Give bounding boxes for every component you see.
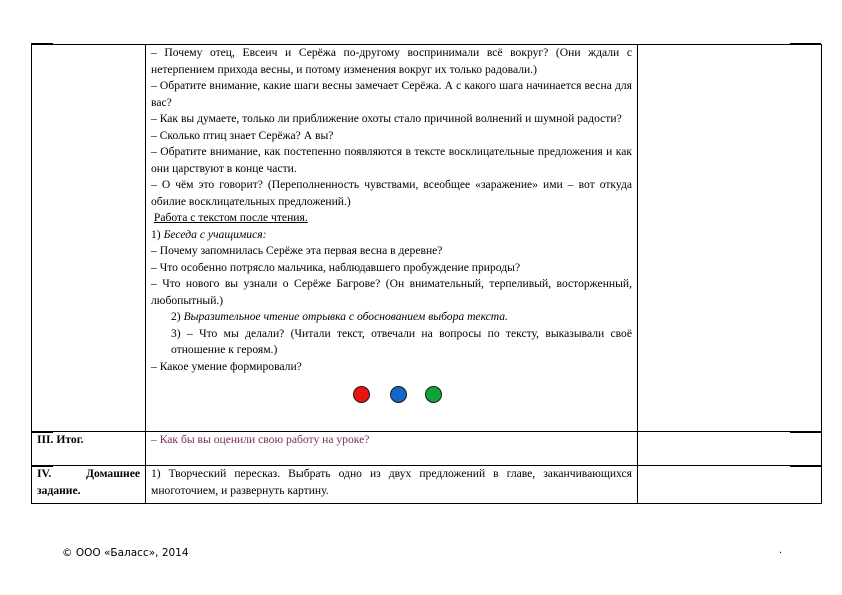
question-line: – Обратите внимание, как постепенно появляются в тексте восклицательные предложения и как они царствуют в конце части. <box>151 145 632 175</box>
notes-cell <box>638 432 822 466</box>
stage-cell <box>32 466 146 504</box>
list-item: 3) – Что мы делали? (Читали текст, отвечали на вопросы по тексту, выказывали своё отношение к героям.) <box>171 326 632 356</box>
stage-label: III. Итог. <box>37 433 84 446</box>
summary-question: – Как бы вы оценили свою работу на уроке? <box>151 433 370 446</box>
table-row <box>32 466 822 504</box>
question-line: – Что особенно потрясло мальчика, наблюдавшего пробуждение природы? <box>151 260 521 274</box>
question-line: – Почему отец, Евсеич и Серёжа по-другому воспринимали всё вокруг? (Они ждали с нетерпением прихода весны, и потому изменения вокруг их только радовали.) <box>151 46 632 76</box>
work-heading-text: Работа с текстом после чтения. <box>153 211 308 224</box>
table-row <box>32 432 822 466</box>
stage-cell <box>32 45 146 432</box>
stage-label: IV. Домашнее задание. <box>37 467 140 497</box>
page-dot: . <box>779 545 783 556</box>
item-text: Выразительное чтение отрывка с обоснованием выбора текста. <box>183 310 508 323</box>
item-number: 1) <box>151 227 161 241</box>
question-line: – Обратите внимание, какие шаги весны замечает Серёжа. А с какого шага начинается весна для вас? <box>151 79 632 109</box>
homework-text: 1) Творческий пересказ. Выбрать одно из двух предложений в главе, заканчивающихся многоточием, и развернуть картину. <box>151 467 632 497</box>
question-line: – Почему запомнилась Серёже эта первая весна в деревне? <box>151 244 443 257</box>
lesson-plan-table <box>31 44 822 504</box>
notes-cell <box>638 45 822 432</box>
item-number: 2) <box>171 310 181 323</box>
question-line: – Что нового вы узнали о Серёже Багрове? (Он внимательный, терпеливый, восторженный, любопытный.) <box>151 277 632 307</box>
table-row <box>32 45 822 432</box>
green-dot <box>425 386 442 403</box>
copyright-footer: © ООО «Баласс», 2014 <box>62 547 189 559</box>
question-line: – Как вы думаете, только ли приближение охоты стало причиной волнений и шумной радости? <box>151 112 622 125</box>
question-line: – О чём это говорит? (Переполненность чувствами, всеобщее «заражение» ими – вот откуда обилие восклицательных предложений.) <box>151 178 632 208</box>
list-item <box>151 227 632 244</box>
item-text: Беседа с учащимися: <box>163 227 267 241</box>
question-line: – Какое умение формировали? <box>151 359 302 373</box>
list-item <box>151 309 632 326</box>
red-dot <box>353 386 370 403</box>
blue-dot <box>390 386 407 403</box>
content-cell <box>146 45 638 432</box>
question-line: – Сколько птиц знает Серёжа? А вы? <box>151 128 334 142</box>
notes-cell <box>638 466 822 504</box>
stage-cell <box>32 432 146 466</box>
content-cell <box>146 432 638 466</box>
work-heading <box>151 210 632 227</box>
content-cell <box>146 466 638 504</box>
